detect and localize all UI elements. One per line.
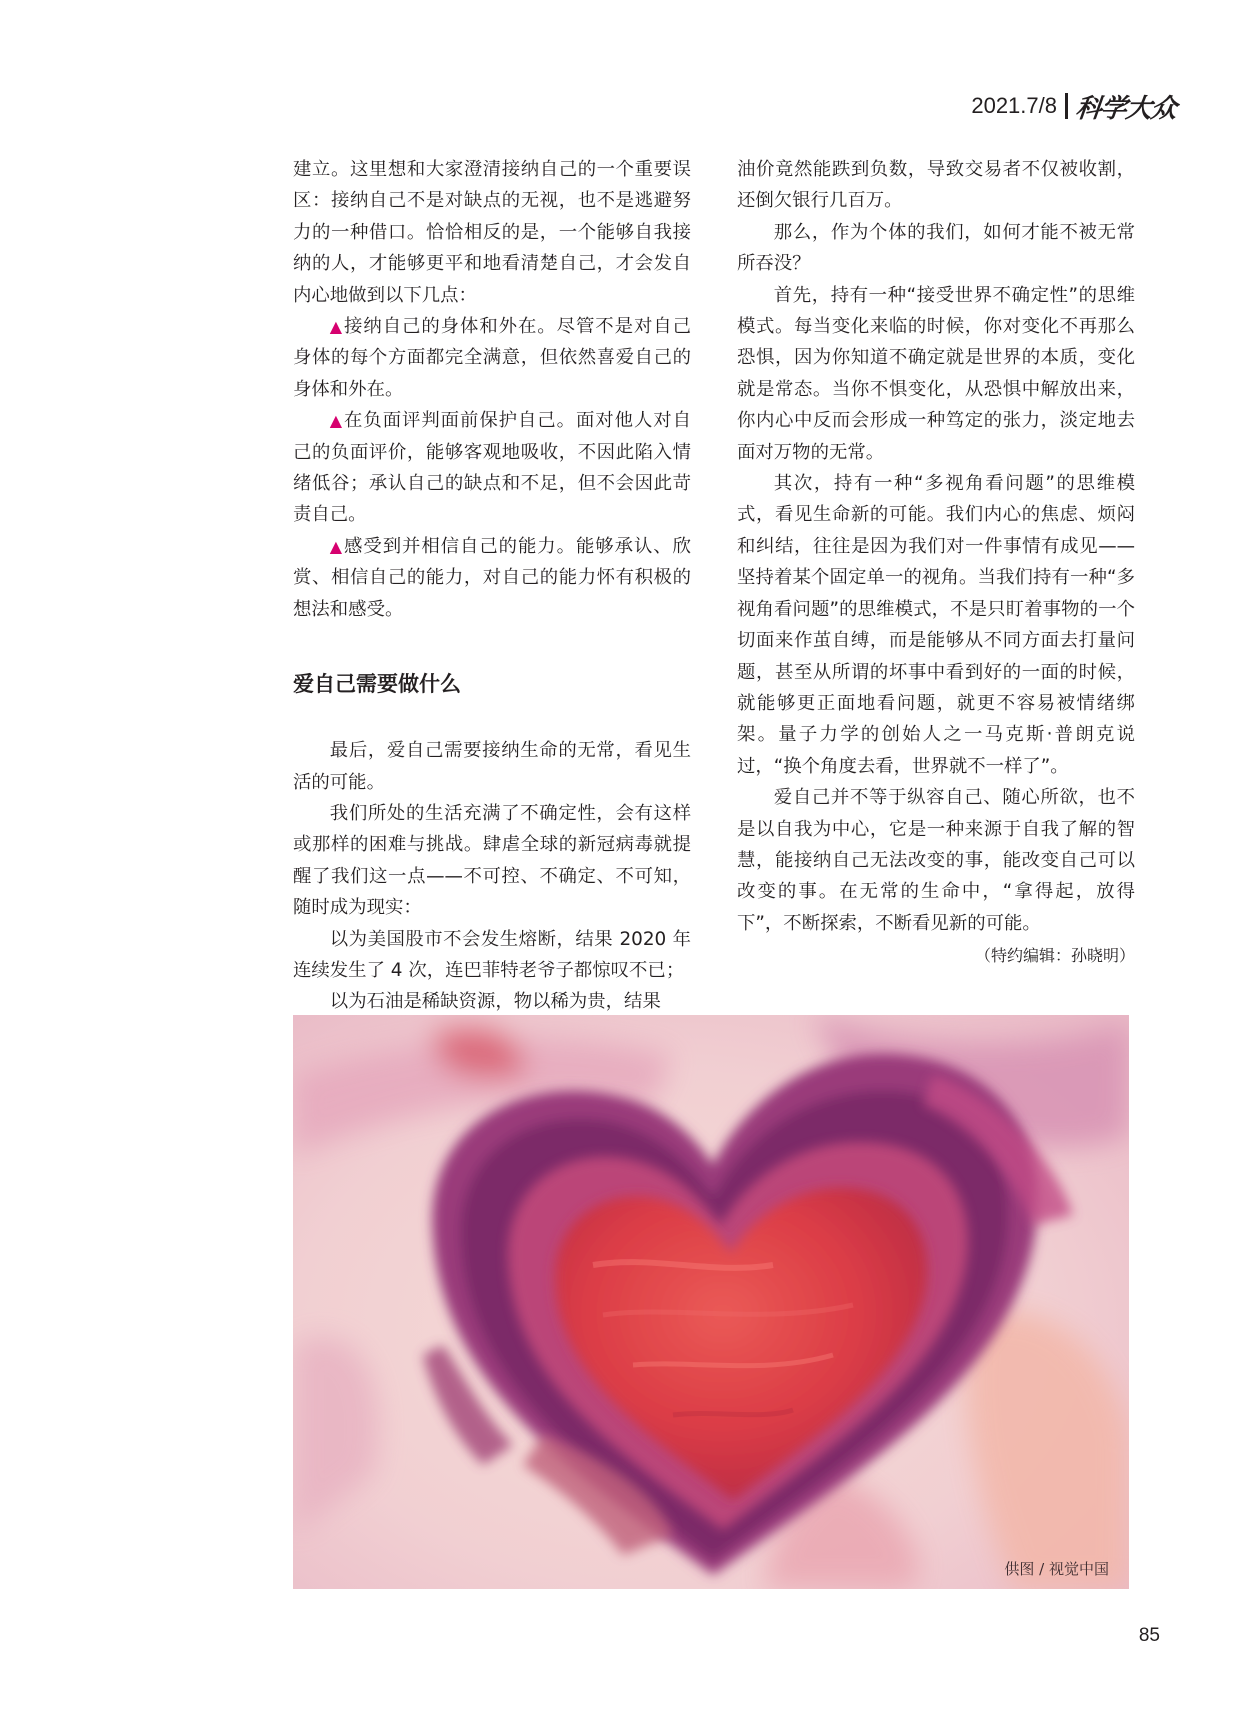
paragraph: 以为石油是稀缺资源，物以稀为贵，结果 — [329, 991, 661, 1013]
triangle-bullet-icon: ▲ — [329, 317, 344, 337]
left-column — [293, 154, 691, 1018]
paragraph: 其次，持有一种“多视角看问题”的思维模式，看见生命新的可能。我们内心的焦虑、烦闷和纠结，往往是因为我们对一件事情有成见——坚持着某个固定单一的视角。当我们持有一种“多视角看问题”的思维模式，不是只盯着事物的一个切面来作茧自缚，而是能够从不同方面去打量问题，甚至从所谓的坏事中看到好的一面的时候，就能够更正面地看问题，就更不容易被情绪绑架。量子力学的创始人之一马克斯·普朗克说过，“换个角度去看，世界就不一样了”。 — [737, 473, 1135, 777]
paragraph: 最后，爱自己需要接纳生命的无常，看见生活的可能。 — [293, 740, 691, 793]
paragraph: 首先，持有一种“接受世界不确定性”的思维模式。每当变化来临的时候，你对变化不再那么恐惧，因为你知道不确定就是世界的本质，变化就是常态。当你不惧变化，从恐惧中解放出来，你内心中反而会形成一种笃定的张力，淡定地去面对万物的无常。 — [737, 284, 1135, 463]
bullet-text: 在负面评判面前保护自己。面对他人对自己的负面评价，能够客观地吸收，不因此陷入情绪低谷；承认自己的缺点和不足，但不会因此苛责自己。 — [293, 410, 691, 526]
bullet-item — [293, 405, 691, 531]
editor-note: （特约编辑：孙晓明） — [974, 946, 1135, 966]
heart-painting-figure — [293, 1015, 1129, 1589]
paragraph: 建立。这里想和大家澄清接纳自己的一个重要误区：接纳自己不是对缺点的无视，也不是逃避努力的一种借口。恰恰相反的是，一个能够自我接纳的人，才能够更平和地看清楚自己，才会发自内心地做到以下几点： — [293, 159, 691, 306]
right-column — [737, 154, 1135, 971]
header-divider — [1065, 93, 1068, 119]
triangle-bullet-icon: ▲ — [329, 411, 344, 431]
section-title: 爱自己需要做什么 — [293, 672, 461, 697]
magazine-masthead: 科学大众 — [1074, 93, 1178, 124]
photo-credit: 供图 / 视觉中国 — [1004, 1560, 1109, 1578]
page-number: 85 — [1138, 1625, 1160, 1646]
triangle-bullet-icon: ▲ — [329, 536, 344, 556]
paragraph: 爱自己并不等于纵容自己、随心所欲，也不是以自我为中心，它是一种来源于自我了解的智慧，能接纳自己无法改变的事，能改变自己可以改变的事。在无常的生命中，“拿得起，放得下”，不断探索，不断看见新的可能。 — [737, 787, 1135, 934]
issue-date: 2021.7/8 — [971, 93, 1057, 118]
paragraph: 以为美国股市不会发生熔断，结果 2020 年连续发生了 4 次，连巴菲特老爷子都惊叹不已； — [293, 928, 691, 981]
bullet-text: 感受到并相信自己的能力。能够承认、欣赏、相信自己的能力，对自己的能力怀有积极的想法和感受。 — [293, 535, 691, 620]
bullet-text: 接纳自己的身体和外在。尽管不是对自己身体的每个方面都完全满意，但依然喜爱自己的身体和外在。 — [293, 316, 691, 400]
paragraph: 那么，作为个体的我们，如何才能不被无常所吞没？ — [737, 221, 1135, 275]
bullet-item — [293, 531, 691, 625]
heart-painting — [293, 1015, 1129, 1589]
paragraph: 油价竟然能跌到负数，导致交易者不仅被收割，还倒欠银行几百万。 — [737, 159, 1135, 212]
bullet-item — [293, 311, 691, 405]
page-header — [971, 86, 1176, 126]
paragraph: 我们所处的生活充满了不确定性，会有这样或那样的困难与挑战。肆虐全球的新冠病毒就提醒了我们这一点——不可控、不确定、不可知，随时成为现实： — [293, 802, 691, 919]
